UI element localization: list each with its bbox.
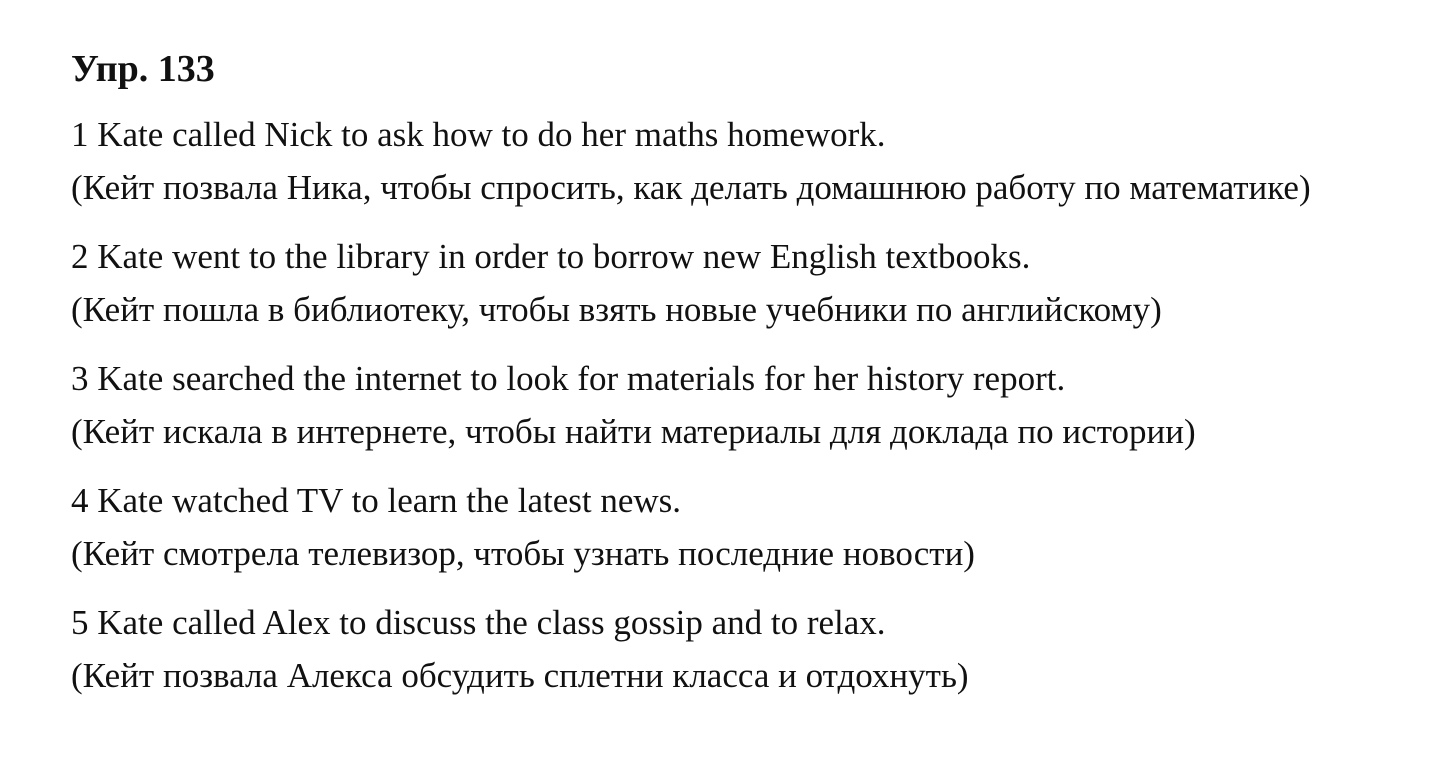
russian-translation: (Кейт позвала Ника, чтобы спросить, как делать домашнюю работу по математике)	[71, 168, 1311, 207]
english-sentence: 1 Kate called Nick to ask how to do her maths homework.	[71, 115, 886, 154]
english-sentence: 2 Kate went to the library in order to borrow new English textbooks.	[71, 237, 1031, 276]
exercise-title: Упр. 133	[71, 48, 215, 90]
english-sentence: 5 Kate called Alex to discuss the class gossip and to relax.	[71, 603, 886, 642]
exercise-item	[71, 474, 1381, 580]
exercise-item	[71, 108, 1381, 214]
exercise-item	[71, 230, 1381, 336]
exercise-item	[71, 596, 1381, 702]
exercise-page	[71, 44, 1381, 718]
russian-translation: (Кейт искала в интернете, чтобы найти материалы для доклада по истории)	[71, 412, 1196, 451]
russian-translation: (Кейт смотрела телевизор, чтобы узнать последние новости)	[71, 534, 975, 573]
english-sentence: 4 Kate watched TV to learn the latest news.	[71, 481, 682, 520]
english-sentence: 3 Kate searched the internet to look for materials for her history report.	[71, 359, 1066, 398]
exercise-item	[71, 352, 1381, 458]
russian-translation: (Кейт позвала Алекса обсудить сплетни класса и отдохнуть)	[71, 656, 969, 695]
russian-translation: (Кейт пошла в библиотеку, чтобы взять новые учебники по английскому)	[71, 290, 1162, 329]
